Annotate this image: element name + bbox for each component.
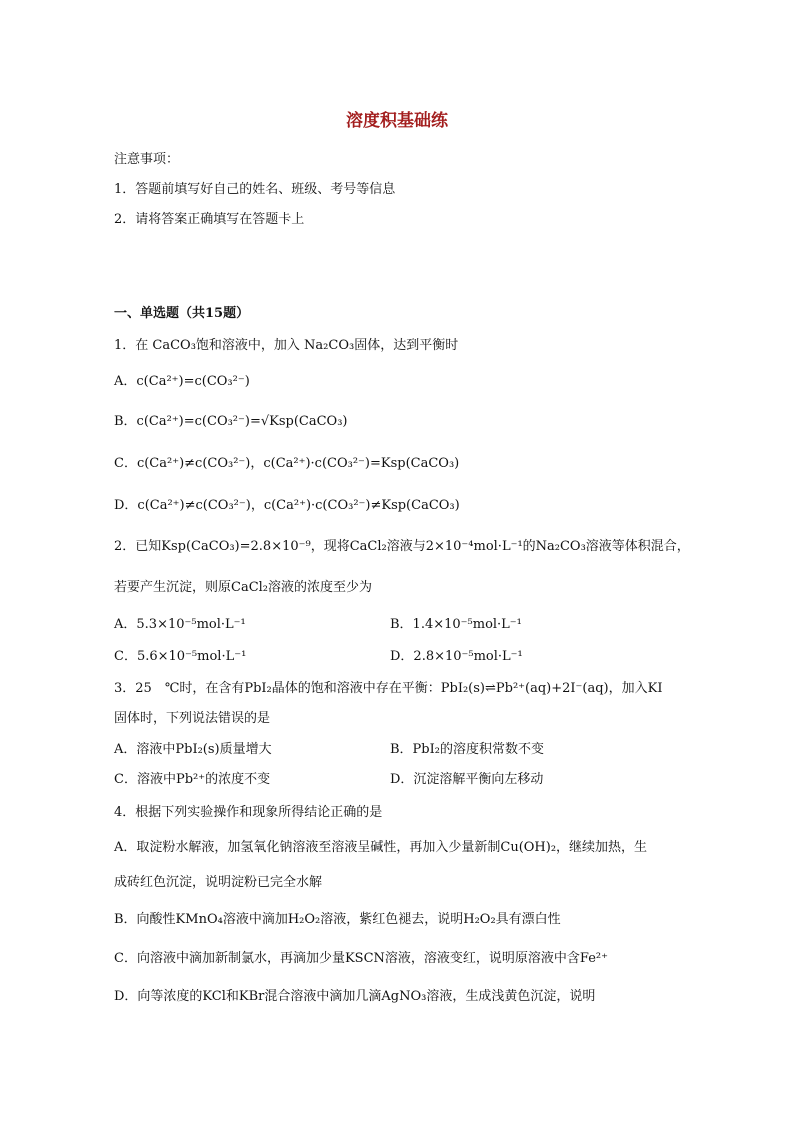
q1-option-a: A．c(Ca²⁺)=c(CO₃²⁻) xyxy=(114,374,250,389)
q1-option-c: C．c(Ca²⁺)≠c(CO₃²⁻)，c(Ca²⁺)·c(CO₃²⁻)=Ksp(CaCO₃) xyxy=(114,456,460,471)
page-title: 溶度积基础练 xyxy=(346,111,448,131)
q2-option-d: D．2.8×10⁻⁵mol·L⁻¹ xyxy=(390,649,523,664)
q2-stem-line2: 若要产生沉淀，则原CaCl₂溶液的浓度至少为 xyxy=(114,580,373,595)
q2-stem-line1: 2．已知Ksp(CaCO₃)=2.8×10⁻⁹，现将CaCl₂溶液与2×10⁻⁴mol·L⁻¹的Na₂CO₃溶液等体积混合， xyxy=(114,539,690,554)
q2-option-a: A．5.3×10⁻⁵mol·L⁻¹ xyxy=(114,617,246,632)
q1-stem: 1．在 CaCO₃饱和溶液中，加入 Na₂CO₃固体，达到平衡时 xyxy=(114,338,459,353)
q1-option-b: B．c(Ca²⁺)=c(CO₃²⁻)=√Ksp(CaCO₃) xyxy=(114,414,348,429)
notes-heading: 注意事项： xyxy=(114,152,180,167)
q4-stem: 4．根据下列实验操作和现象所得结论正确的是 xyxy=(114,805,383,820)
q4-option-d: D．向等浓度的KCl和KBr混合溶液中滴加几滴AgNO₃溶液，生成浅黄色沉淀，说明 xyxy=(114,989,596,1004)
q4-option-a-line2: 成砖红色沉淀，说明淀粉已完全水解 xyxy=(114,875,323,890)
q3-option-a: A．溶液中PbI₂(s)质量增大 xyxy=(114,742,272,757)
q1-option-d: D．c(Ca²⁺)≠c(CO₃²⁻)，c(Ca²⁺)·c(CO₃²⁻)≠Ksp(CaCO₃) xyxy=(114,498,460,513)
note-item-1: 1．答题前填写好自己的姓名、班级、考号等信息 xyxy=(114,182,396,197)
section-heading: 一、单选题（共15题） xyxy=(114,306,250,321)
q3-stem-line2: 固体时，下列说法错误的是 xyxy=(114,711,271,726)
q2-option-c: C．5.6×10⁻⁵mol·L⁻¹ xyxy=(114,649,247,664)
q4-option-c: C．向溶液中滴加新制氯水，再滴加少量KSCN溶液，溶液变红，说明原溶液中含Fe²⁺ xyxy=(114,951,608,966)
q4-option-b: B．向酸性KMnO₄溶液中滴加H₂O₂溶液，紫红色褪去，说明H₂O₂具有漂白性 xyxy=(114,912,561,927)
q3-option-c: C．溶液中Pb²⁺的浓度不变 xyxy=(114,772,271,787)
q3-stem-line1: 3．25 ℃时，在含有PbI₂晶体的饱和溶液中存在平衡：PbI₂(s)⇌Pb²⁺(aq)+2I⁻(aq)，加入KI xyxy=(114,681,663,696)
q2-option-b: B．1.4×10⁻⁵mol·L⁻¹ xyxy=(390,617,522,632)
note-item-2: 2．请将答案正确填写在答题卡上 xyxy=(114,212,305,227)
q4-option-a-line1: A．取淀粉水解液，加氢氧化钠溶液至溶液呈碱性，再加入少量新制Cu(OH)₂，继续加热，生 xyxy=(114,840,648,855)
q3-option-b: B．PbI₂的溶度积常数不变 xyxy=(390,742,544,757)
q3-option-d: D．沉淀溶解平衡向左移动 xyxy=(390,772,544,787)
